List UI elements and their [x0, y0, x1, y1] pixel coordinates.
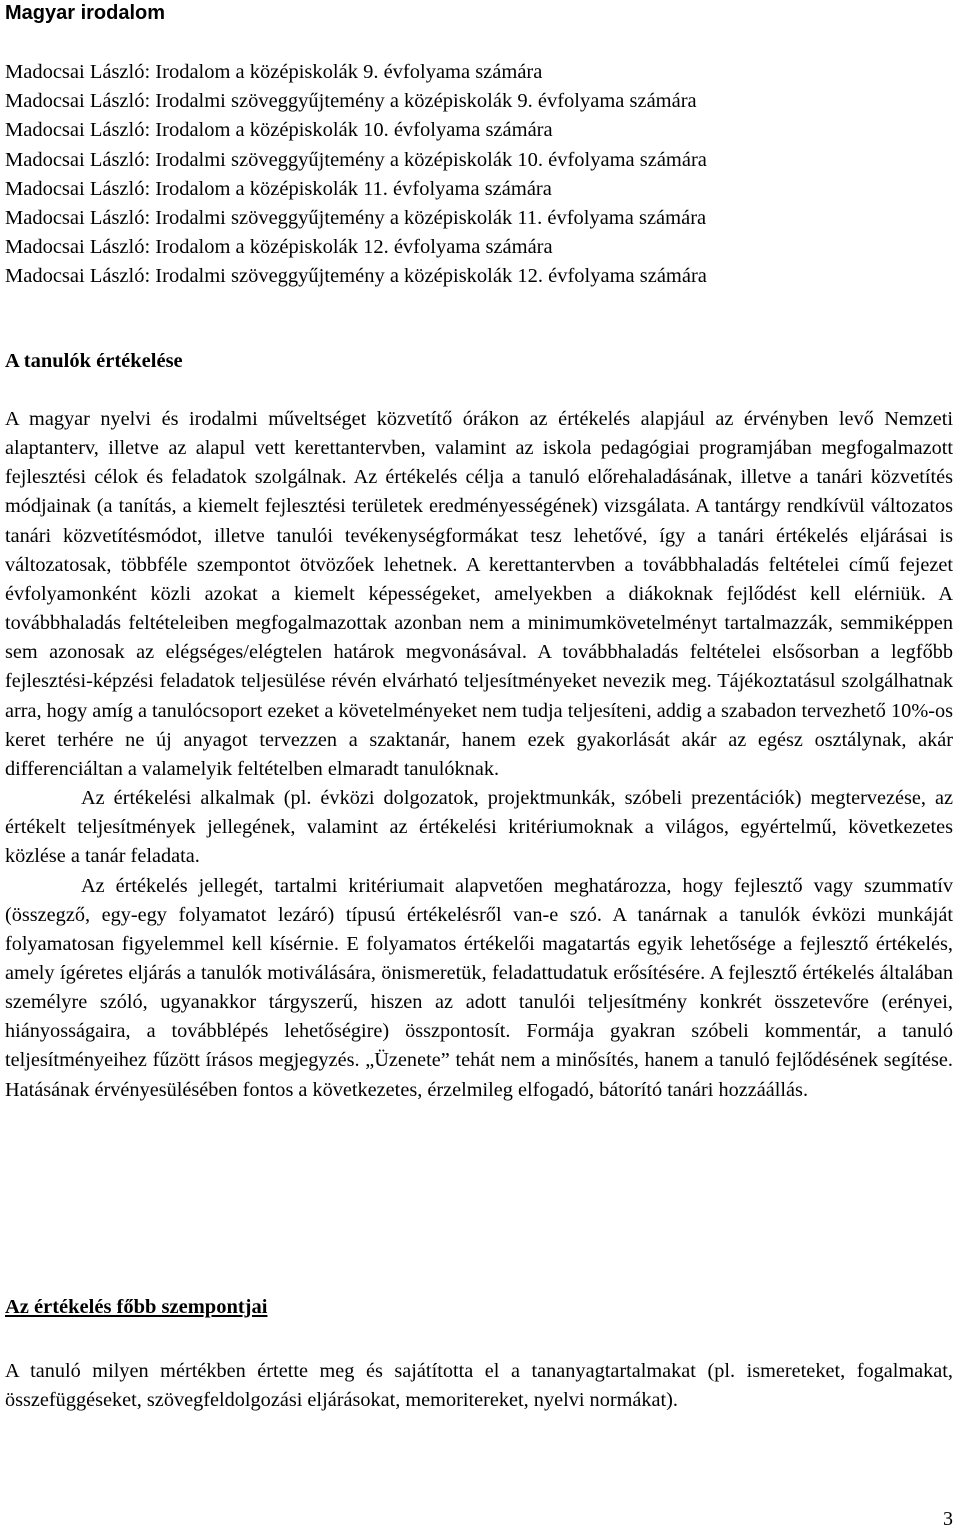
evaluation-paragraph: A magyar nyelvi és irodalmi műveltséget közvetítő órákon az értékelés alapjául az érvényben levő Nemzeti alaptanterv, illetve az alapul vett kerettantervben, valamint az iskola pedagógiai programjában megfogalmazott fejlesztési célok és feladatok szolgálnak. Az értékelés célja a tanuló előrehaladásának, illetve a tanári közvetítés módjainak (a tanítás, a kiemelt fejlesztési területek eredményességének) vizsgálata. A tantárgy rendkívül változatos tanári közvetítésmódot, illetve tanulói tevékenységformákat tesz lehetővé, így a tanári értékelés eljárásai is változatosak, többféle szempontot ötvözőek lehetnek. A kerettantervben a továbbhaladás feltételei című fejezet évfolyamonként közli azokat a kiemelt képességeket, amelyekben a diákoknak fejlődést kell elérniük. A továbbhaladás feltételeiben megfogalmazottak azonban nem a minimumkövetelményt tartalmazzák, semmiképpen sem azonosak az elégséges/elégtelen határok megvonásával. A továbbhaladás feltételei elsősorban a legfőbb fejlesztési-képzési feladatok teljesülése révén elvárható teljesítményeket nevezik meg. Tájékoztatásul szolgálhatnak arra, hogy amíg a tanulócsoport ezeket a követelményeket nem tudja teljesíteni, addig a szabadon tervezhető 10%-os keret terhére ne új anyagot tervezzen a szaktanár, hanem ezek gyakorlását akár az egész osztálynak, akár differenciáltan a valamelyik feltételben elmaradt tanulóknak. — [5, 408, 953, 780]
textbook-item: Madocsai László: Irodalom a középiskolák 12. évfolyama számára — [5, 236, 553, 259]
textbook-list — [5, 58, 950, 292]
textbook-item: Madocsai László: Irodalom a középiskolák 9. évfolyama számára — [5, 61, 543, 83]
document-title: Magyar irodalom — [5, 2, 166, 24]
page-number: 3 — [943, 1508, 953, 1530]
criteria-heading — [5, 1294, 267, 1320]
evaluation-paragraph: Az értékelési alkalmak (pl. évközi dolgozatok, projektmunkák, szóbeli prezentációk) megtervezése, az értékelt teljesítmények jellegének, valamint az értékelési kritériumoknak a világos, egyértelmű, következetes közlése a tanár feladata. — [5, 787, 953, 868]
criteria-body — [5, 1357, 953, 1415]
textbook-item: Madocsai László: Irodalmi szöveggyűjtemény a középiskolák 12. évfolyama számára — [5, 265, 707, 288]
criteria-heading-text: Az értékelés főbb szempontjai — [5, 1296, 268, 1318]
textbook-item: Madocsai László: Irodalmi szöveggyűjtemény a középiskolák 9. évfolyama számára — [5, 90, 697, 113]
evaluation-heading: A tanulók értékelése — [5, 350, 183, 372]
textbook-item: Madocsai László: Irodalom a középiskolák 11. évfolyama számára — [5, 177, 552, 200]
textbook-item: Madocsai László: Irodalom a középiskolák 10. évfolyama számára — [5, 119, 553, 142]
textbook-item: Madocsai László: Irodalmi szöveggyűjtemény a középiskolák 10. évfolyama számára — [5, 148, 707, 171]
textbook-item: Madocsai László: Irodalmi szöveggyűjtemény a középiskolák 11. évfolyama számára — [5, 207, 707, 230]
evaluation-paragraph: Az értékelés jellegét, tartalmi kritériumait alapvetően meghatározza, hogy fejlesztő vagy szummatív (összegző, egy-egy folyamatot lezáró) típusú értékelésről van-e szó. A tanárnak a tanulók évközi munkáját folyamatosan figyelemmel kell kísérnie. E folyamatos értékelői magatartás egyik lehetősége a fejlesztő értékelés, amely ígéretes eljárás a tanulók motiválására, önismeretük, feladattudatuk erősítésére. A fejlesztő értékelés általában személyre szóló, ugyanakkor tárgyszerű, hiszen az adott tanulói teljesítmény konkrét összetevőre (erényei, hiányosságaira, a továbblépés lehetőségire) összpontosít. Formája gyakran szóbeli kommentár, a tanuló teljesítményeihez fűzött írásos megjegyzés. „Üzenete” tehát nem a minősítés, hanem a tanuló fejlődésének segítése. Hatásának érvényesülésében fontos a következetes, érzelmileg elfogadó, bátorító tanári hozzáállás. — [5, 874, 953, 1101]
criteria-paragraph: A tanuló milyen mértékben értette meg és sajátította el a tananyagtartalmakat (pl. ismereteket, fogalmakat, összefüggéseket, szövegfeldolgozási eljárásokat, memoritereket, nyelvi normákat). — [5, 1360, 953, 1412]
evaluation-body — [5, 405, 953, 1105]
